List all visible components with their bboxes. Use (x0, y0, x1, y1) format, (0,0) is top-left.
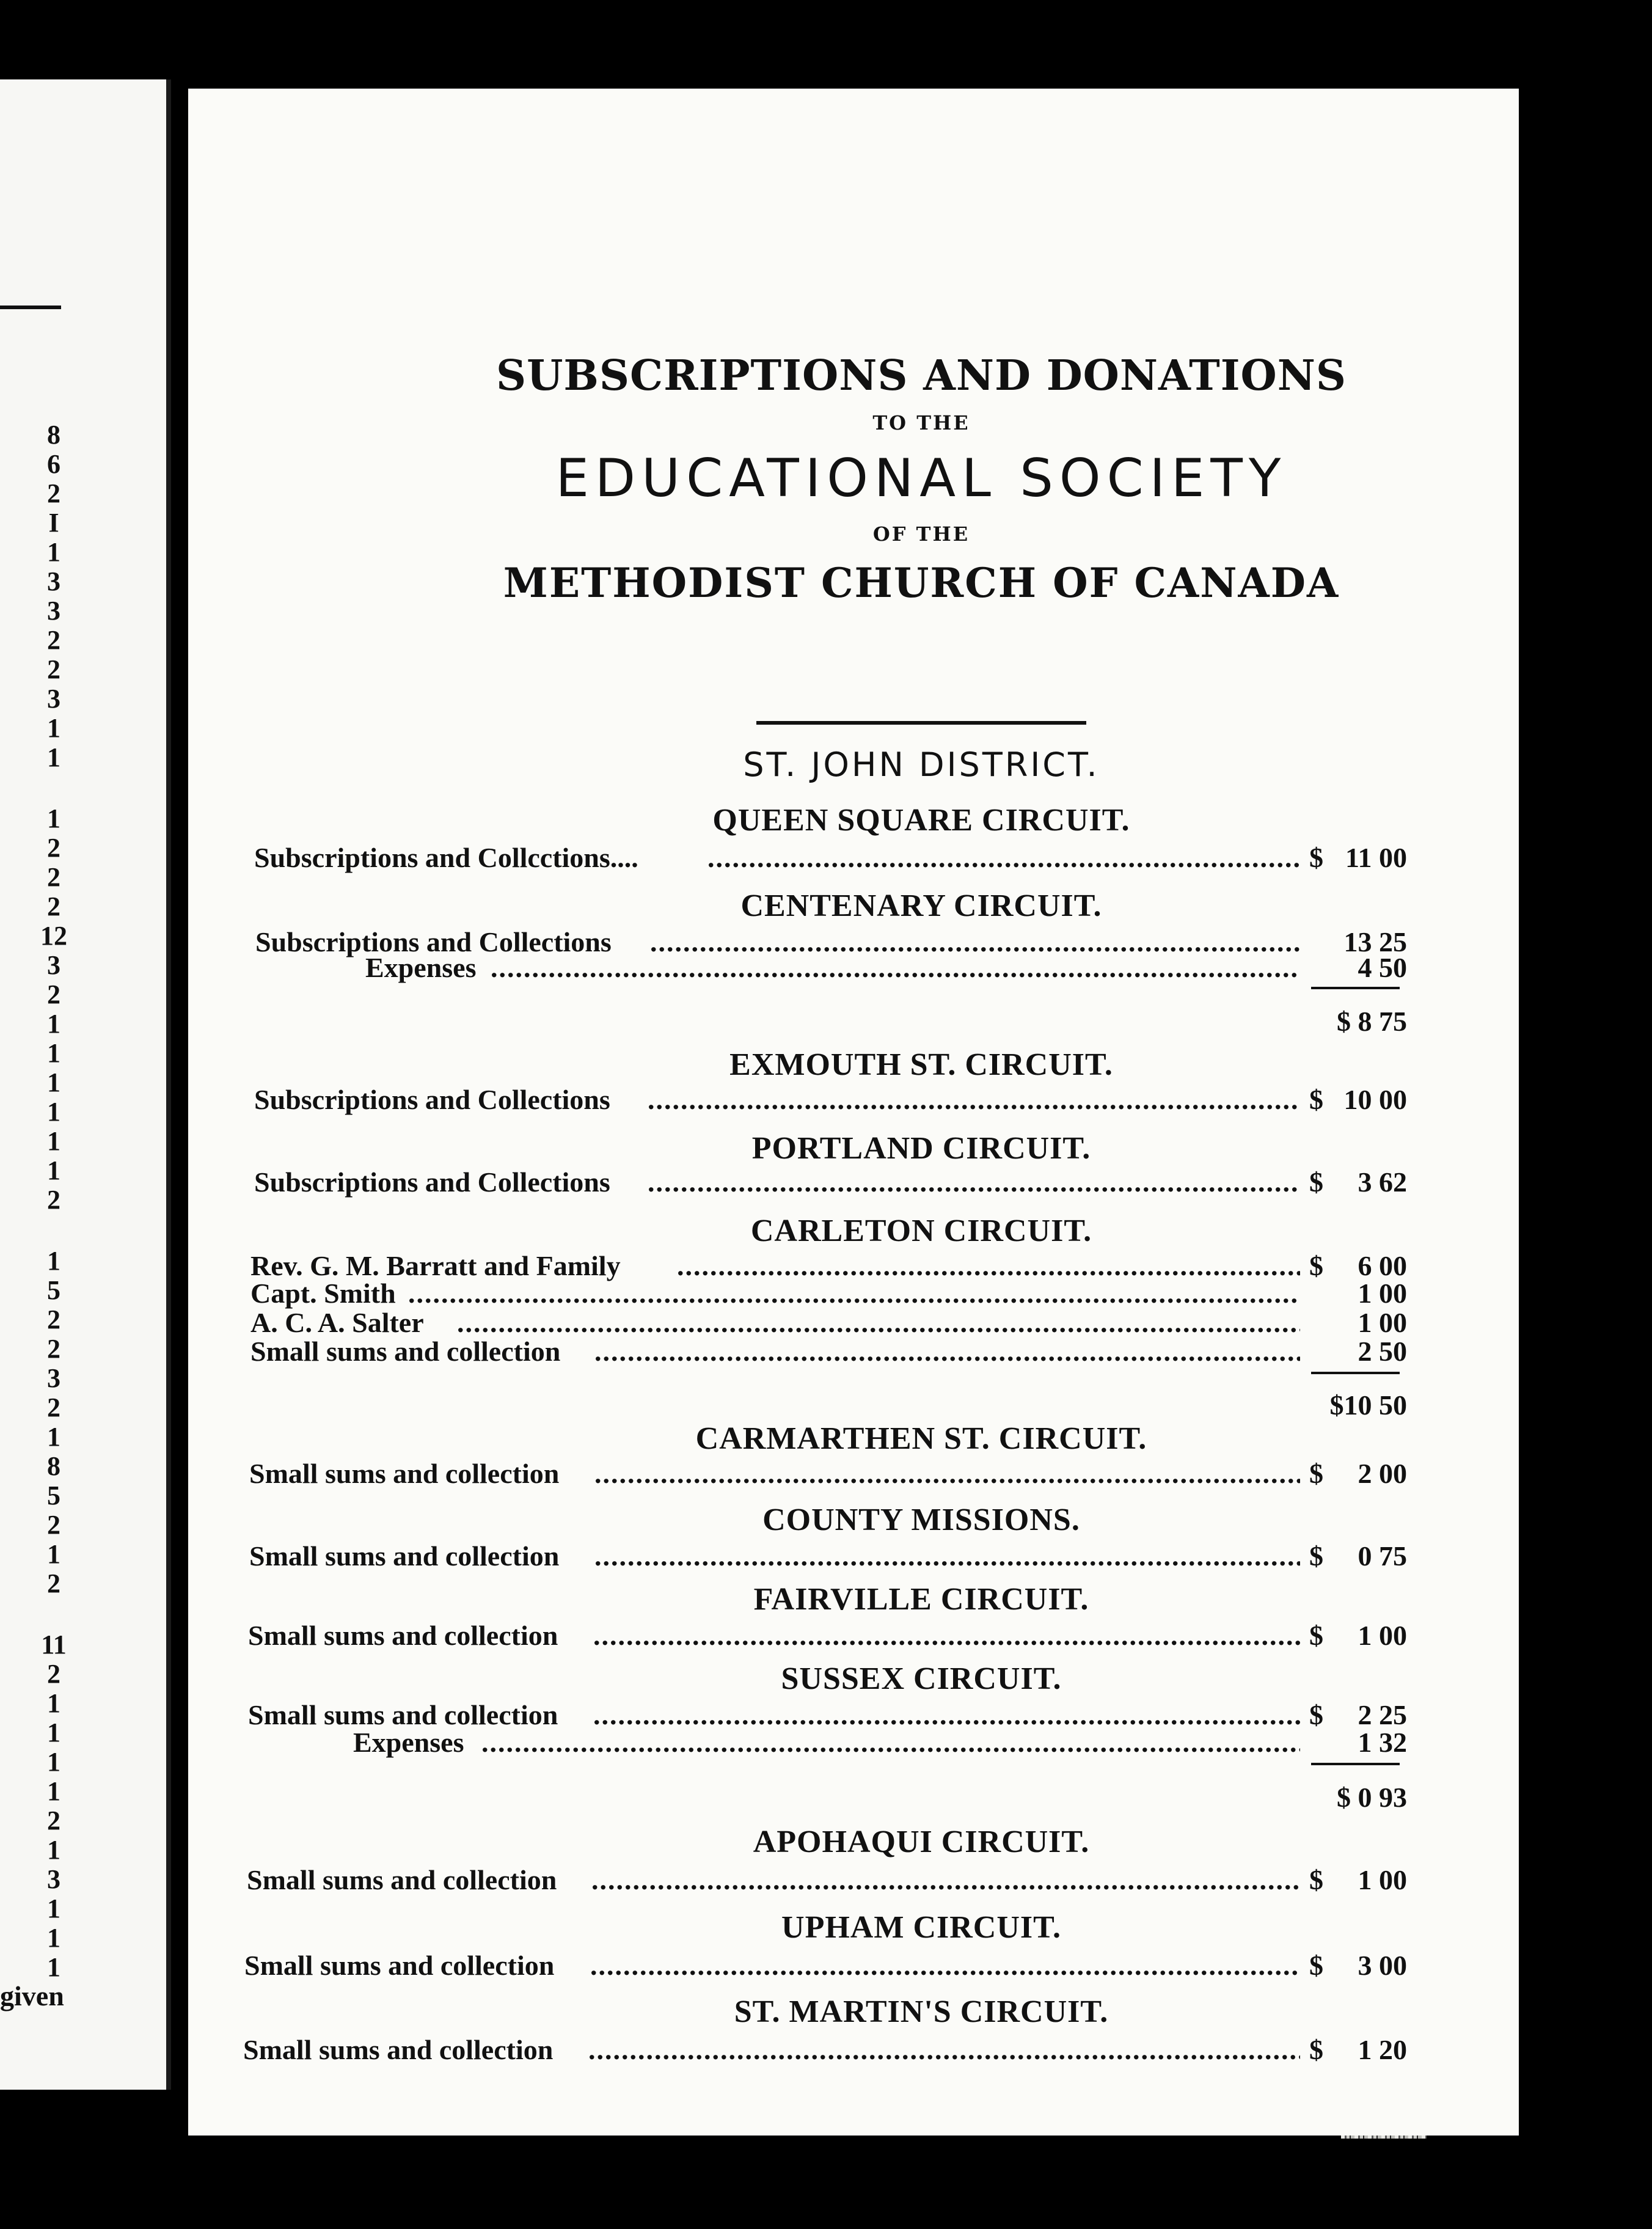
leader-dots (594, 1335, 1300, 1368)
left-page-number: 1 (47, 1894, 60, 1923)
circuit-heading: UPHAM CIRCUIT. (781, 1910, 1061, 1945)
title-line-2: TO THE (872, 411, 970, 434)
left-page-number: 1 (47, 742, 60, 772)
circuit-total: $10 50 (1329, 1389, 1407, 1421)
left-page-number: 1 (47, 1009, 60, 1039)
dollar-sign: $ (1309, 1699, 1323, 1730)
entry-label: Small sums and collection (249, 1458, 560, 1489)
entry-label: Rev. G. M. Barratt and Family (250, 1250, 621, 1281)
left-page-number: 1 (47, 1952, 60, 1982)
amount-value: 0 75 (1358, 1540, 1407, 1572)
amount-value: 10 00 (1343, 1084, 1407, 1115)
left-page-number: 1 (47, 537, 60, 567)
left-page-number: 2 (47, 654, 60, 684)
circuit-heading: FAIRVILLE CIRCUIT. (753, 1582, 1089, 1617)
leader-dots (590, 1949, 1300, 1982)
title-line-3: EDUCATIONAL SOCIETY (555, 448, 1287, 509)
left-page-number: 11 (41, 1630, 67, 1660)
left-page-number: 1 (47, 1126, 60, 1156)
leader-dots (593, 1619, 1300, 1652)
dollar-sign: $ (1309, 1458, 1323, 1489)
leader-dots (408, 1277, 1300, 1310)
left-page-number: 2 (47, 862, 60, 892)
left-page-number: 6 (47, 449, 60, 479)
amount-value: 1 00 (1358, 1278, 1407, 1309)
left-page-number: 3 (47, 566, 60, 596)
left-page-fragment: given (0, 1980, 64, 2011)
entry-amount (1309, 1949, 1407, 1982)
left-page-number: 3 (47, 596, 60, 626)
left-page-number: 3 (47, 950, 60, 980)
amount-value: 3 62 (1358, 1166, 1407, 1198)
left-page-number: 8 (47, 420, 60, 450)
amount-value: 2 50 (1358, 1336, 1407, 1367)
left-page-number: 3 (47, 684, 60, 714)
sum-rule (1311, 987, 1400, 989)
circuit-heading: PORTLAND CIRCUIT. (751, 1131, 1091, 1166)
entry-amount (1309, 1335, 1407, 1367)
entry-amount (1309, 1540, 1407, 1572)
left-page-number: 3 (47, 1864, 60, 1894)
circuit-heading: EXMOUTH ST. CIRCUIT. (729, 1047, 1113, 1082)
entry-label: Capt. Smith (250, 1278, 396, 1309)
entry-row (188, 1335, 1407, 1368)
amount-value: 1 00 (1358, 1307, 1407, 1338)
leader-dots (481, 1726, 1300, 1759)
dollar-sign: $ (1309, 1864, 1323, 1895)
entry-row (188, 951, 1407, 984)
entry-row (188, 1540, 1407, 1573)
amount-value: 2 00 (1358, 1458, 1407, 1489)
entry-label: Small sums and collection (250, 1336, 561, 1367)
entry-label: Small sums and collection (244, 1950, 555, 1981)
circuit-heading: CARLETON CIRCUIT. (750, 1213, 1092, 1248)
left-page-number: 1 (47, 1067, 60, 1097)
dollar-sign: $ (1309, 1084, 1323, 1115)
amount-value: 11 00 (1345, 842, 1407, 873)
left-page-number: 1 (47, 1923, 60, 1953)
main-page (188, 89, 1519, 2136)
entry-label: Small sums and collection (248, 1620, 558, 1651)
circuit-total: $ 8 75 (1337, 1006, 1407, 1037)
left-page-number: 1 (47, 1688, 60, 1718)
circuit-heading: QUEEN SQUARE CIRCUIT. (712, 803, 1130, 838)
leader-dots (588, 2033, 1300, 2066)
amount-value: 13 25 (1343, 926, 1407, 957)
entry-row (188, 1306, 1407, 1339)
entry-amount (1309, 2033, 1407, 2066)
left-page-number: 2 (47, 1659, 60, 1689)
left-page-number: 2 (47, 1393, 60, 1422)
entry-row (188, 1619, 1407, 1652)
left-page-number: 2 (47, 1305, 60, 1334)
entry-row (188, 1083, 1407, 1116)
left-page-number: 1 (47, 1155, 60, 1185)
entry-amount (1309, 951, 1407, 984)
leader-dots (707, 841, 1300, 874)
amount-value: 1 20 (1358, 2034, 1407, 2065)
left-page-number: 2 (47, 1510, 60, 1540)
left-page-number: 1 (47, 1747, 60, 1777)
left-page-number: 2 (47, 478, 60, 508)
entry-row (188, 1864, 1407, 1897)
entry-row (188, 1277, 1407, 1310)
entry-label: Small sums and collection (249, 1540, 560, 1572)
leader-dots (491, 951, 1300, 984)
entry-label: Subscriptions and Collcctions.... (254, 842, 638, 873)
entry-amount (1309, 1864, 1407, 1896)
leader-dots (648, 1083, 1300, 1116)
left-page-number: 8 (47, 1451, 60, 1481)
entry-label: Small sums and collection (243, 2034, 554, 2065)
dollar-sign: $ (1309, 1540, 1323, 1572)
entry-amount (1309, 1083, 1407, 1116)
circuit-heading: APOHAQUI CIRCUIT. (753, 1825, 1090, 1859)
left-page-number: 2 (47, 1185, 60, 1215)
left-page-rule (0, 306, 61, 309)
entry-amount (1309, 1306, 1407, 1339)
dollar-sign: $ (1309, 2034, 1323, 2065)
sum-rule (1311, 1372, 1400, 1374)
amount-value: 1 00 (1358, 1864, 1407, 1895)
entry-row (188, 2033, 1407, 2066)
entry-row (188, 1166, 1407, 1199)
left-page-number: 3 (47, 1363, 60, 1393)
title-rule (756, 721, 1086, 725)
entry-amount (1309, 1457, 1407, 1490)
left-page-number: 5 (47, 1275, 60, 1305)
amount-value: 1 32 (1358, 1727, 1407, 1758)
leader-dots (594, 1540, 1300, 1573)
left-page-number: 2 (47, 1334, 60, 1364)
left-page-number: 1 (47, 1038, 60, 1068)
entry-label: Subscriptions and Collections (254, 1084, 610, 1115)
left-page-number: 1 (47, 1776, 60, 1806)
amount-value: 1 00 (1358, 1620, 1407, 1651)
left-page-number: 1 (47, 1835, 60, 1865)
left-page-number: 5 (47, 1481, 60, 1510)
entry-row (188, 1949, 1407, 1982)
entry-label: Small sums and collection (247, 1864, 557, 1895)
entry-row (188, 1726, 1407, 1759)
sum-rule (1311, 1763, 1400, 1765)
district-heading: ST. JOHN DISTRICT. (743, 745, 1100, 784)
title-line-5: METHODIST CHURCH OF CANADA (503, 559, 1340, 607)
leader-dots (457, 1306, 1300, 1339)
title-line-1: SUBSCRIPTIONS AND DONATIONS (495, 351, 1347, 400)
amount-value: 3 00 (1358, 1950, 1407, 1981)
left-page-number: 1 (47, 1539, 60, 1569)
dollar-sign: $ (1309, 842, 1323, 873)
amount-value: 4 50 (1358, 952, 1407, 983)
left-page-number: 1 (47, 1246, 60, 1276)
entry-row (188, 1457, 1407, 1490)
leader-dots (648, 1166, 1300, 1199)
amount-value: 6 00 (1358, 1250, 1407, 1281)
entry-amount (1309, 841, 1407, 874)
entry-label: Expenses (365, 952, 477, 983)
entry-label: Small sums and collection (248, 1699, 558, 1730)
left-page-number: 1 (47, 713, 60, 743)
title-line-4: OF THE (872, 522, 970, 546)
left-page-number: 2 (47, 979, 60, 1009)
entry-label: A. C. A. Salter (250, 1307, 424, 1338)
left-page-number: 1 (47, 1718, 60, 1748)
left-page-number: 2 (47, 833, 60, 863)
circuit-heading: CENTENARY CIRCUIT. (740, 888, 1102, 923)
leader-dots (591, 1864, 1300, 1897)
entry-amount (1309, 1619, 1407, 1652)
left-facing-page (0, 79, 171, 2090)
left-page-number: 1 (47, 803, 60, 833)
dollar-sign: $ (1309, 1620, 1323, 1651)
left-page-number: 2 (47, 1568, 60, 1598)
left-page-number: 2 (47, 891, 60, 921)
left-page-number: 2 (47, 625, 60, 655)
entry-label: Subscriptions and Collections (254, 1166, 610, 1198)
entry-label: Subscriptions and Collections (255, 926, 612, 957)
left-page-number: 1 (47, 1097, 60, 1127)
left-page-number: 2 (47, 1806, 60, 1836)
left-page-number: I (48, 508, 59, 538)
dollar-sign: $ (1309, 1250, 1323, 1281)
circuit-heading: CARMARTHEN ST. CIRCUIT. (695, 1421, 1147, 1456)
circuit-total: $ 0 93 (1337, 1782, 1407, 1813)
dollar-sign: $ (1309, 1166, 1323, 1198)
circuit-heading: COUNTY MISSIONS. (762, 1502, 1080, 1537)
left-page-number: 12 (40, 921, 67, 951)
left-page-number: 1 (47, 1422, 60, 1452)
entry-amount (1309, 1277, 1407, 1309)
entry-amount (1309, 1726, 1407, 1759)
dollar-sign: $ (1309, 1950, 1323, 1981)
circuit-heading: ST. MARTIN'S CIRCUIT. (734, 1994, 1109, 2029)
amount-value: 2 25 (1358, 1699, 1407, 1730)
circuit-heading: SUSSEX CIRCUIT. (781, 1661, 1062, 1696)
leader-dots (594, 1457, 1300, 1490)
entry-amount (1309, 1166, 1407, 1198)
entry-label: Expenses (353, 1727, 464, 1758)
entry-row (188, 841, 1407, 874)
